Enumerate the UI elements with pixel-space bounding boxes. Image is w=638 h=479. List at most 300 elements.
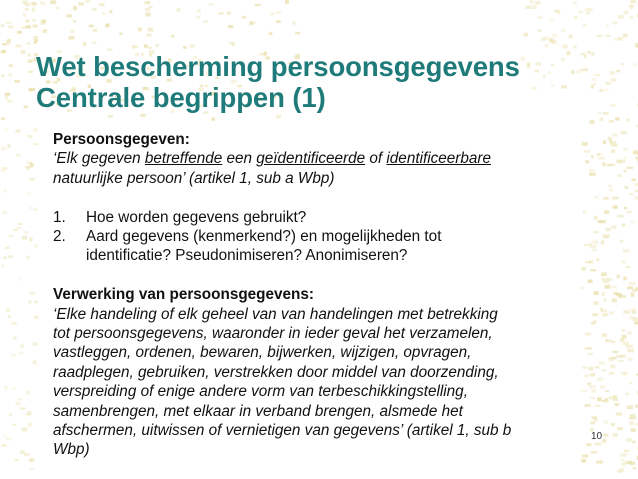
- pattern-dot: [26, 20, 30, 23]
- pattern-dot: [21, 50, 26, 53]
- pattern-dot: [611, 225, 616, 229]
- pattern-dot: [145, 1, 150, 4]
- definition-line: Wbp): [53, 441, 90, 459]
- pattern-dot: [580, 69, 584, 72]
- pattern-dot: [610, 104, 616, 106]
- pattern-dot: [3, 211, 7, 214]
- pattern-dot: [16, 44, 22, 47]
- pattern-dot: [6, 437, 11, 440]
- pattern-dot: [33, 128, 37, 131]
- pattern-dot: [227, 12, 231, 15]
- pattern-dot: [605, 390, 609, 392]
- pattern-dot: [532, 5, 537, 9]
- pattern-dot: [563, 45, 568, 49]
- pattern-dot: [585, 8, 590, 11]
- pattern-dot: [633, 152, 638, 154]
- pattern-dot: [618, 360, 624, 363]
- pattern-dot: [66, 14, 72, 17]
- definition-text: een: [222, 150, 257, 168]
- pattern-dot: [606, 24, 609, 26]
- pattern-dot: [603, 140, 606, 144]
- pattern-dot: [583, 24, 587, 27]
- pattern-dot: [83, 42, 86, 46]
- pattern-dot: [56, 7, 59, 9]
- pattern-dot: [583, 68, 588, 71]
- pattern-dot: [616, 355, 623, 358]
- pattern-dot: [3, 167, 8, 169]
- pattern-dot: [141, 114, 146, 117]
- pattern-dot: [189, 45, 195, 48]
- pattern-dot: [197, 9, 201, 12]
- pattern-dot: [5, 93, 10, 96]
- pattern-dot: [611, 164, 616, 166]
- pattern-dot: [561, 85, 567, 88]
- pattern-dot: [22, 428, 27, 432]
- pattern-dot: [23, 13, 26, 17]
- pattern-dot: [30, 163, 34, 167]
- list-item-text: Hoe worden gegevens gebruikt?: [86, 208, 307, 226]
- pattern-dot: [20, 344, 24, 348]
- pattern-dot: [602, 163, 605, 167]
- pattern-dot: [531, 87, 537, 90]
- spacer: [53, 266, 598, 285]
- pattern-dot: [228, 25, 233, 28]
- pattern-dot: [591, 78, 597, 81]
- pattern-dot: [608, 357, 613, 360]
- pattern-dot: [634, 321, 638, 324]
- pattern-dot: [631, 309, 635, 312]
- pattern-dot: [623, 157, 626, 160]
- pattern-dot: [22, 236, 27, 240]
- pattern-dot: [17, 398, 22, 400]
- pattern-dot: [32, 8, 36, 12]
- pattern-dot: [108, 115, 113, 118]
- pattern-dot: [19, 352, 24, 355]
- pattern-dot: [295, 32, 300, 35]
- pattern-dot: [18, 223, 22, 225]
- pattern-dot: [28, 300, 32, 304]
- pattern-dot: [538, 17, 543, 19]
- pattern-dot: [623, 34, 628, 38]
- pattern-dot: [1, 444, 6, 447]
- pattern-dot: [617, 470, 621, 473]
- pattern-dot: [610, 189, 613, 191]
- pattern-dot: [603, 421, 607, 424]
- pattern-dot: [627, 211, 632, 214]
- pattern-dot: [543, 37, 546, 40]
- pattern-dot: [92, 41, 96, 44]
- pattern-dot: [605, 278, 611, 281]
- pattern-dot: [623, 372, 627, 375]
- pattern-dot: [292, 21, 295, 25]
- pattern-dot: [27, 256, 30, 260]
- pattern-dot: [594, 74, 600, 76]
- pattern-dot: [629, 282, 636, 285]
- pattern-dot: [624, 169, 627, 172]
- pattern-dot: [535, 1, 540, 4]
- pattern-dot: [573, 45, 577, 48]
- pattern-dot: [6, 41, 11, 45]
- pattern-dot: [621, 131, 627, 134]
- pattern-dot: [611, 150, 615, 153]
- pattern-dot: [7, 100, 12, 103]
- pattern-dot: [12, 387, 15, 389]
- pattern-dot: [8, 255, 13, 258]
- pattern-dot: [527, 62, 531, 65]
- pattern-dot: [31, 2, 36, 6]
- pattern-dot: [632, 441, 636, 444]
- pattern-dot: [3, 189, 7, 193]
- pattern-dot: [630, 462, 635, 465]
- pattern-dot: [17, 31, 22, 34]
- pattern-dot: [629, 16, 634, 19]
- pattern-dot: [606, 82, 612, 85]
- pattern-dot: [624, 207, 627, 210]
- pattern-dot: [616, 70, 620, 72]
- pattern-dot: [627, 167, 634, 169]
- definition-line: vastleggen, ordenen, bewaren, bijwerken, wijzigen, opvragen,: [53, 344, 472, 362]
- pattern-dot: [622, 462, 626, 466]
- pattern-dot: [626, 119, 629, 122]
- pattern-dot: [40, 2, 46, 5]
- pattern-dot: [70, 30, 74, 33]
- pattern-dot: [609, 311, 614, 314]
- pattern-dot: [3, 256, 7, 259]
- pattern-dot: [603, 281, 609, 283]
- pattern-dot: [612, 134, 617, 137]
- pattern-dot: [618, 15, 624, 19]
- pattern-dot: [242, 16, 246, 19]
- pattern-dot: [209, 3, 214, 5]
- pattern-dot: [585, 11, 590, 14]
- pattern-dot: [146, 34, 151, 37]
- pattern-dot: [109, 10, 112, 13]
- pattern-dot: [34, 39, 38, 42]
- definition-line: raadplegen, gebruiken, verstrekken door middel van doorzending,: [53, 363, 499, 381]
- pattern-dot: [608, 137, 612, 140]
- pattern-dot: [4, 128, 8, 130]
- pattern-dot: [611, 78, 617, 81]
- pattern-dot: [85, 0, 90, 3]
- pattern-dot: [34, 42, 37, 44]
- pattern-dot: [524, 33, 529, 36]
- pattern-dot: [21, 27, 26, 29]
- pattern-dot: [22, 1, 27, 4]
- pattern-dot: [623, 310, 630, 314]
- slide-title: [36, 51, 520, 113]
- section-heading-persoonsgegeven: Persoonsgegeven:: [53, 131, 190, 148]
- pattern-dot: [29, 88, 35, 91]
- pattern-dot: [548, 71, 551, 74]
- pattern-dot: [609, 372, 614, 375]
- pattern-dot: [591, 85, 594, 89]
- pattern-dot: [622, 329, 625, 331]
- definition-line: tot persoonsgegevens, waaronder in ieder geval het verzamelen,: [53, 325, 493, 343]
- pattern-dot: [1, 24, 4, 27]
- pattern-dot: [5, 247, 9, 249]
- pattern-dot: [617, 427, 623, 430]
- pattern-dot: [566, 51, 570, 55]
- pattern-dot: [631, 293, 635, 297]
- pattern-dot: [89, 25, 94, 28]
- pattern-dot: [16, 154, 20, 157]
- list-item: [53, 227, 598, 266]
- pattern-dot: [613, 292, 618, 295]
- pattern-dot: [614, 395, 617, 398]
- pattern-dot: [34, 209, 37, 211]
- pattern-dot: [622, 335, 627, 339]
- pattern-dot: [42, 20, 46, 24]
- pattern-dot: [28, 54, 31, 57]
- pattern-dot: [602, 278, 605, 281]
- pattern-dot: [625, 266, 630, 268]
- pattern-dot: [43, 29, 47, 33]
- list-number: 1.: [53, 208, 66, 226]
- pattern-dot: [615, 117, 619, 120]
- pattern-dot: [631, 428, 636, 432]
- pattern-dot: [597, 35, 603, 37]
- pattern-dot: [138, 28, 142, 32]
- pattern-dot: [93, 29, 98, 31]
- pattern-dot: [632, 178, 636, 181]
- pattern-dot: [561, 58, 565, 62]
- pattern-dot: [270, 13, 274, 16]
- pattern-dot: [624, 11, 629, 15]
- pattern-dot: [605, 35, 610, 37]
- pattern-dot: [626, 345, 633, 349]
- pattern-dot: [29, 238, 33, 242]
- pattern-dot: [611, 286, 617, 289]
- pattern-dot: [561, 29, 565, 32]
- pattern-dot: [578, 10, 582, 13]
- pattern-dot: [145, 13, 150, 17]
- pattern-dot: [11, 354, 16, 357]
- pattern-dot: [602, 439, 606, 443]
- pattern-dot: [543, 75, 546, 78]
- pattern-dot: [613, 351, 619, 353]
- pattern-dot: [603, 112, 609, 114]
- pattern-dot: [627, 331, 632, 335]
- pattern-dot: [633, 63, 637, 66]
- pattern-dot: [613, 206, 618, 209]
- list-item-text: Aard gegevens (kenmerkend?) en mogelijkheden tot: [86, 228, 442, 246]
- pattern-dot: [14, 80, 20, 83]
- pattern-dot: [628, 358, 633, 361]
- pattern-dot: [602, 333, 607, 337]
- pattern-dot: [622, 260, 626, 263]
- pattern-dot: [27, 192, 30, 195]
- pattern-dot: [590, 120, 595, 124]
- pattern-dot: [11, 322, 17, 324]
- pattern-dot: [536, 62, 542, 65]
- pattern-dot: [29, 459, 35, 461]
- pattern-dot: [34, 301, 37, 304]
- pattern-dot: [604, 313, 608, 316]
- pattern-dot: [79, 2, 84, 5]
- pattern-dot: [147, 47, 152, 49]
- pattern-dot: [617, 275, 620, 279]
- pattern-dot: [615, 403, 620, 406]
- pattern-dot: [33, 143, 38, 145]
- pattern-dot: [610, 71, 614, 75]
- question-list: [53, 208, 598, 266]
- pattern-dot: [32, 19, 36, 22]
- term-identificeerbare: identificeerbare: [386, 150, 491, 168]
- pattern-dot: [24, 453, 29, 456]
- slide-title-line2: Centrale begrippen (1): [36, 82, 326, 113]
- pattern-dot: [635, 183, 638, 186]
- pattern-dot: [119, 33, 122, 35]
- pattern-dot: [623, 342, 629, 345]
- pattern-dot: [589, 9, 592, 11]
- term-geidentificeerde: geïdentificeerde: [256, 150, 366, 168]
- pattern-dot: [73, 6, 77, 10]
- pattern-dot: [26, 166, 30, 169]
- pattern-dot: [534, 70, 539, 73]
- pattern-dot: [1, 50, 6, 53]
- pattern-dot: [611, 423, 615, 426]
- pattern-dot: [132, 45, 138, 48]
- definition-text: of: [365, 150, 387, 168]
- pattern-dot: [24, 106, 28, 109]
- pattern-dot: [603, 434, 609, 437]
- pattern-dot: [19, 279, 22, 281]
- pattern-dot: [600, 307, 603, 311]
- definition-line: natuurlijke persoon’ (artikel 1, sub a Wbp): [53, 169, 335, 187]
- pattern-dot: [626, 438, 632, 441]
- pattern-dot: [4, 386, 8, 389]
- pattern-dot: [633, 467, 637, 469]
- pattern-dot: [604, 89, 609, 91]
- pattern-dot: [584, 55, 587, 58]
- pattern-dot: [33, 36, 38, 40]
- pattern-dot: [588, 51, 591, 54]
- definition-line: afschermen, uitwissen of vernietigen van gegevens’ (artikel 1, sub b: [53, 422, 512, 440]
- pattern-dot: [1, 147, 5, 151]
- pattern-dot: [601, 241, 604, 245]
- pattern-dot: [630, 221, 634, 223]
- pattern-dot: [250, 22, 255, 24]
- pattern-dot: [8, 73, 12, 76]
- pattern-dot: [606, 228, 611, 232]
- pattern-dot: [14, 229, 17, 231]
- pattern-dot: [196, 16, 200, 18]
- pattern-dot: [538, 30, 542, 32]
- pattern-dot: [9, 413, 13, 416]
- pattern-dot: [545, 44, 548, 47]
- pattern-dot: [602, 369, 607, 372]
- pattern-dot: [20, 407, 26, 410]
- pattern-dot: [620, 453, 627, 456]
- pattern-dot: [612, 197, 618, 200]
- pattern-dot: [50, 0, 56, 4]
- pattern-dot: [626, 393, 629, 396]
- pattern-dot: [612, 298, 617, 302]
- pattern-dot: [1, 74, 4, 77]
- pattern-dot: [627, 286, 633, 289]
- pattern-dot: [609, 185, 612, 188]
- page-number: 10: [591, 431, 603, 442]
- pattern-dot: [8, 235, 13, 238]
- pattern-dot: [627, 349, 634, 352]
- list-item-text: identificatie? Pseudonimiseren? Anonimiseren?: [86, 247, 408, 265]
- pattern-dot: [34, 244, 38, 247]
- pattern-dot: [27, 42, 30, 44]
- pattern-dot: [33, 342, 38, 346]
- pattern-dot: [616, 159, 621, 163]
- pattern-dot: [625, 186, 628, 189]
- pattern-dot: [33, 25, 38, 28]
- pattern-dot: [177, 8, 181, 12]
- pattern-dot: [521, 57, 525, 61]
- pattern-dot: [276, 115, 281, 118]
- pattern-dot: [629, 5, 634, 8]
- pattern-dot: [596, 461, 603, 464]
- pattern-dot: [630, 414, 636, 416]
- pattern-dot: [627, 406, 633, 410]
- slide-body: [53, 130, 598, 460]
- pattern-dot: [276, 12, 281, 14]
- pattern-dot: [30, 292, 35, 295]
- pattern-dot: [621, 63, 624, 65]
- pattern-dot: [612, 341, 615, 343]
- definition-persoonsgegeven: [53, 149, 598, 168]
- pattern-dot: [598, 112, 602, 114]
- pattern-dot: [624, 450, 629, 452]
- pattern-dot: [629, 382, 632, 384]
- pattern-dot: [276, 20, 281, 23]
- pattern-dot: [28, 59, 33, 62]
- pattern-dot: [1, 117, 5, 119]
- pattern-dot: [530, 0, 534, 3]
- pattern-dot: [613, 398, 618, 401]
- pattern-dot: [600, 386, 605, 389]
- pattern-dot: [569, 35, 573, 39]
- pattern-dot: [599, 153, 603, 156]
- pattern-dot: [155, 44, 159, 47]
- pattern-dot: [15, 130, 20, 133]
- pattern-dot: [29, 135, 33, 138]
- pattern-dot: [8, 315, 11, 317]
- pattern-dot: [144, 44, 148, 47]
- pattern-dot: [203, 20, 208, 23]
- pattern-dot: [24, 231, 27, 234]
- pattern-dot: [540, 39, 544, 41]
- pattern-dot: [3, 434, 7, 436]
- pattern-dot: [34, 316, 39, 319]
- pattern-dot: [102, 13, 106, 15]
- pattern-dot: [620, 339, 625, 342]
- pattern-dot: [33, 361, 37, 365]
- pattern-dot: [612, 21, 618, 24]
- pattern-dot: [73, 20, 77, 23]
- pattern-dot: [614, 38, 618, 41]
- pattern-dot: [29, 206, 33, 210]
- pattern-dot: [15, 459, 19, 461]
- pattern-dot: [630, 193, 634, 196]
- pattern-dot: [604, 399, 608, 402]
- pattern-dot: [26, 413, 31, 415]
- pattern-dot: [269, 32, 272, 35]
- pattern-dot: [105, 24, 110, 28]
- section-heading-verwerking: Verwerking van persoonsgegevens:: [53, 286, 314, 304]
- pattern-dot: [229, 42, 232, 44]
- pattern-dot: [602, 292, 605, 296]
- pattern-dot: [622, 224, 625, 227]
- definition-text: ‘Elk gegeven: [53, 150, 145, 168]
- slide-title-line1: Wet bescherming persoonsgegevens: [36, 51, 520, 82]
- pattern-dot: [148, 28, 154, 32]
